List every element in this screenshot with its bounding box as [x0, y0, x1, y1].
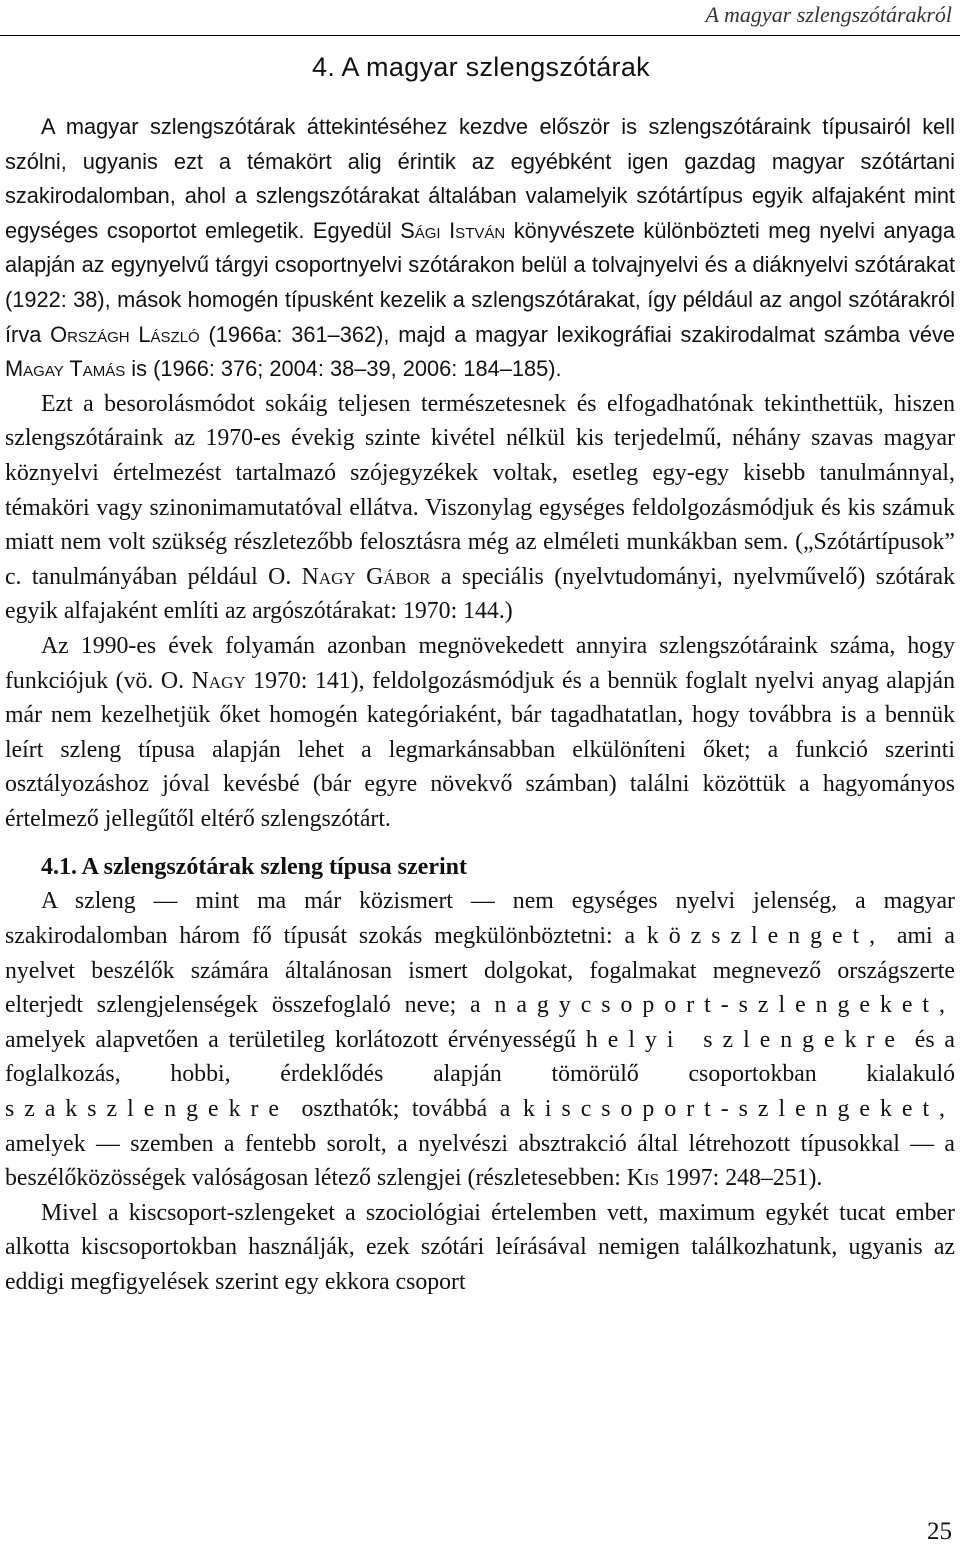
spaced-term: helyi szlengekre [585, 1026, 905, 1053]
section-title: 4.1. A szlengszótárak szleng típusa szerint [41, 854, 467, 881]
p4-text-7: 1997: 248–251). [659, 1165, 823, 1192]
author-name: Sági István [400, 217, 506, 243]
paragraph-5 [5, 1196, 955, 1300]
p3-text-2: 1970: 141), feldolgozásmódjuk és a bennük foglalt nyelvi anyag alapján már nem kezelhetjük őket homogén kategóriaként, bár tagadhatatlan, hogy továbbra is a bennük leírt szleng típusa alapján lehet a legmarkánsabban elkülöníteni őket; a funkció szerinti osztályozáshoz jóval kevésbé (bár egyre növekvő számban) találni közöttük a hagyományos értelmező jellegűtől eltérő szlengszótárt. [5, 667, 955, 832]
author-name: Kis [626, 1165, 660, 1192]
p5-text-1: Mivel a kiscsoport-szlengeket a szociológiai értelemben vett, maximum egykét tucat ember alkotta kiscsoportokban használják, ezek szótári leírásával nemigen találkozhatunk, ugyanis az eddigi megfigyelések szerint egy ekkora csoport [5, 1199, 955, 1295]
p1-text-4: (1966a: 361–362), majd a magyar lexikográfiai szakirodalmat számba véve [199, 321, 955, 347]
body-text [5, 110, 955, 1300]
author-name: Országh László [50, 321, 200, 347]
p1-text-3: könyvészete különbözteti meg nyelvi anyaga alapján az egynyelvű tárgyi csoportnyelvi szótárakon belül a tolvajnyelvi és a diáknyelvi szótárakat (1922: 38), mások homogén típusként kezelik a szlengszótárakat, így például az angol szótárakról írva [5, 217, 955, 347]
spaced-term: közszlenget, [646, 923, 886, 950]
p4-text-2: ami a nyelvet beszélők számára általánosan ismert dolgokat, fogalmakat megnevező országszerte elterjedt szlengjelenségek összefoglaló neve; a [5, 923, 955, 1019]
p3-text-1: Az 1990-es évek folyamán azonban megnövekedett annyira szlengszótáraink száma, hogy funkciójuk (vö. [5, 632, 955, 694]
spaced-term: szakszlengekre [5, 1096, 289, 1123]
running-header [0, 0, 960, 36]
p2-text-1: Ezt a besorolásmódot sokáig teljesen természetesnek és elfogadhatónak tekinthettük, hiszen szlengszótáraink az 1970-es évekig szinte kivétel nélkül kis terjedelmű, néhány szavas magyar köznyelvi értelmezést tartalmazó szójegyzékek voltak, esetleg egy-egy kisebb tanulmánnyal, témaköri vagy szinonimamutatóval ellátva. Viszonylag egységes feldolgozásmódjuk és kis számuk miatt nem volt szükség részletezőbb felosztásra még az elméleti munkákban sem. („Szótártípusok” c. tanulmányában például [5, 390, 955, 590]
p4-text-5: oszthatók; továbbá a [288, 1096, 523, 1123]
p1-text-1: A magyar szlengszótárak áttekintéséhez kezdve először is szlengszótáraink típusairól kell szólni, ugyanis ezt a témakört alig érintik az egyébként igen gazdag magyar szótártani szakirodalomban, ahol a szlengszótárakat általában valamelyik szótártípus egyik alfajaként mint egységes csoportot emlegetik. [5, 114, 955, 243]
paragraph-3 [5, 629, 955, 837]
author-name: O. Nagy [160, 667, 246, 694]
chapter-title: 4. A magyar szlengszótárak [312, 52, 650, 82]
p1-text-2: Egyedül [312, 217, 401, 243]
paragraph-2 [5, 387, 955, 629]
paragraph-1 [5, 110, 955, 387]
author-name: O. Nagy Gábor [268, 563, 431, 590]
p4-text-1: A szleng — mint ma már közismert — nem egységes nyelvi jelenség, a magyar szakirodalomban három fő típusát szokás megkülönböztetni: a [5, 888, 955, 950]
p4-text-6: amelyek — szemben a fentebb sorolt, a nyelvészi absztrakció által létrehozott típusokkal — a beszélőközösségek valóságosan létező szlengjei (részletesebben: [5, 1130, 955, 1192]
spaced-term: kiscsoport-szlengeket, [522, 1096, 955, 1123]
p4-text-4: és a foglalkozás, hobbi, érdeklődés alapján tömörülő csoportokban kialakuló [5, 1026, 955, 1088]
author-name: Magay Tamás [5, 356, 126, 382]
page-number: 25 [927, 1518, 952, 1545]
running-head-text: A magyar szlengszótárakról [705, 2, 952, 27]
p4-text-3: amelyek alapvetően a területileg korlátozott érvényességű [5, 1026, 586, 1053]
p1-text-5: is (1966: 376; 2004: 38–39, 2006: 184–185). [125, 356, 562, 382]
spaced-term: nagycsoport-szlengeket, [494, 992, 955, 1019]
paragraph-4 [5, 884, 955, 1195]
p2-text-2: a speciális (nyelvtudományi, nyelvművelő) szótárak egyik alfajaként említi az argószótárakat: 1970: 144.) [5, 563, 956, 625]
